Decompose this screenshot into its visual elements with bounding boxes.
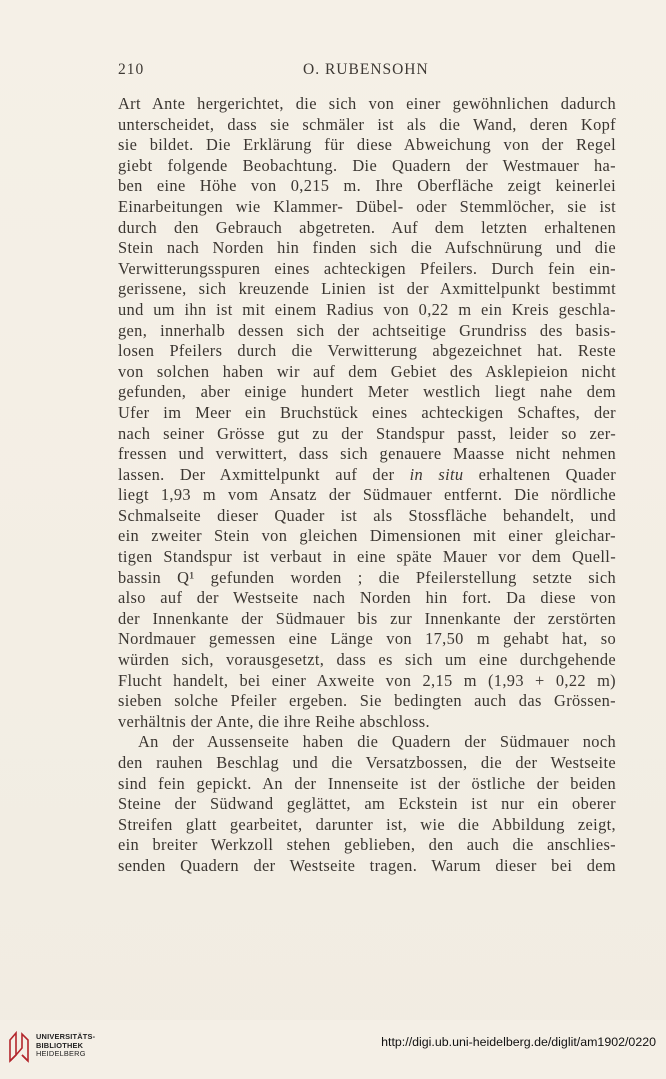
text-line: ein zweiter Stein von gleichen Dimensionen mit einer gleichar-: [118, 526, 616, 546]
text-line: gefunden, aber einige hundert Meter westlich liegt nahe dem: [118, 382, 616, 402]
text-line: Stein nach Norden hin finden sich die Aufschnürung und die: [118, 238, 616, 258]
source-url-link[interactable]: http://digi.ub.uni-heidelberg.de/diglit/am1902/0220: [381, 1035, 656, 1049]
text-line: durch den Gebrauch abgetreten. Auf dem letzten erhaltenen: [118, 217, 616, 237]
text-line: der Innenkante der Südmauer bis zur Innenkante der zerstörten: [118, 608, 616, 628]
text-line: unterscheidet, dass sie schmäler ist als die Wand, deren Kopf: [118, 114, 616, 134]
running-title: O. RUBENSOHN: [303, 61, 429, 78]
text-line: den rauhen Beschlag und die Versatzbossen, die der Westseite: [118, 753, 616, 772]
text-line: also auf der Westseite nach Norden hin fort. Da diese von: [118, 588, 616, 608]
text-line: nach seiner Grösse gut zu der Standspur passt, leider so zer-: [118, 423, 616, 443]
text-line: sie bildet. Die Erklärung für diese Abweichung von der Regel: [118, 135, 616, 155]
text-line: sieben solche Pfeiler ergeben. Sie bedingten auch das Grössen-: [118, 691, 616, 711]
text-line: Streifen glatt gearbeitet, darunter ist, wie die Abbildung zeigt,: [118, 814, 616, 834]
text-line: An der Aussenseite haben die Quadern der Südmauer noch: [138, 732, 616, 752]
text-line: gerissene, sich kreuzende Linien ist der Axmittelpunkt bestimmt: [118, 279, 616, 299]
library-name-line: HEIDELBERG: [36, 1049, 86, 1059]
text-line: ben eine Höhe von 0,215 m. Ihre Oberfläche zeigt keinerlei: [118, 176, 616, 196]
text-line: verhältnis der Ante, die ihre Reihe abschloss.: [118, 711, 430, 731]
text-line: Ufer im Meer ein Bruchstück eines achteckigen Schaftes, der: [118, 402, 616, 422]
text-line: sind fein gepickt. An der Innenseite ist der östliche der beiden: [118, 773, 616, 793]
text-line: bassin Q¹ gefunden worden ; die Pfeilerstellung setzte sich: [118, 567, 616, 587]
text-line: und um ihn ist mit einem Radius von 0,22 m ein Kreis geschla-: [118, 299, 616, 319]
text-line: Einarbeitungen wie Klammer- Dübel- oder Stemmlöcher, sie ist: [118, 196, 616, 216]
text-line: senden Quadern der Westseite tragen. Warum dieser bei dem: [118, 855, 616, 875]
text-line: gen, innerhalb dessen sich der achtseitige Grundriss des basis-: [118, 320, 616, 340]
text-line: giebt folgende Beobachtung. Die Quadern der Westmauer ha-: [118, 155, 616, 175]
text-line: würden sich, vorausgesetzt, dass es sich um eine durchgehende: [118, 650, 616, 670]
library-name-line: BIBLIOTHEK: [36, 1040, 84, 1050]
text-line: Nordmauer gemessen eine Länge von 17,50 m gehabt hat, so: [118, 629, 616, 649]
text-line: losen Pfeilers durch die Verwitterung abgezeichnet hat. Reste: [118, 341, 616, 361]
text-line: Schmalseite dieser Quader ist als Stossfläche behandelt, und: [118, 505, 616, 525]
running-head: [118, 61, 616, 81]
text-line: ein breiter Werkzoll stehen geblieben, den auch die anschlies-: [118, 835, 616, 855]
digitization-footer: [0, 1020, 666, 1079]
text-line: Art Ante hergerichtet, die sich von einer gewöhnlichen dadurch: [118, 94, 616, 113]
italic-phrase: in situ: [409, 464, 464, 484]
body-text: [118, 94, 616, 877]
text-line: liegt 1,93 m vom Ansatz der Südmauer entfernt. Die nördliche: [118, 485, 616, 505]
text-line: Steine der Südwand geglättet, am Eckstein ist nur ein oberer: [118, 794, 616, 814]
text-line: tigen Standspur ist verbaut in eine späte Mauer vor dem Quell-: [118, 547, 616, 567]
university-library-logo-icon: [8, 1031, 30, 1063]
library-name-line: UNIVERSITÄTS-: [36, 1032, 96, 1041]
library-name: [36, 1033, 95, 1059]
text-line: Verwitterungsspuren eines achteckigen Pfeilers. Durch fein ein-: [118, 258, 616, 278]
text-line: lassen. Der Axmittelpunkt auf der in situ erhaltenen Quader: [118, 464, 617, 484]
text-line: von solchen haben wir auf dem Gebiet des Asklepieion nicht: [118, 361, 616, 381]
page-number: 210: [118, 61, 145, 78]
text-line: Flucht handelt, bei einer Axweite von 2,15 m (1,93 + 0,22 m): [118, 670, 616, 690]
text-line: fressen und verwittert, dass sich genauere Maasse nicht nehmen: [118, 444, 616, 464]
